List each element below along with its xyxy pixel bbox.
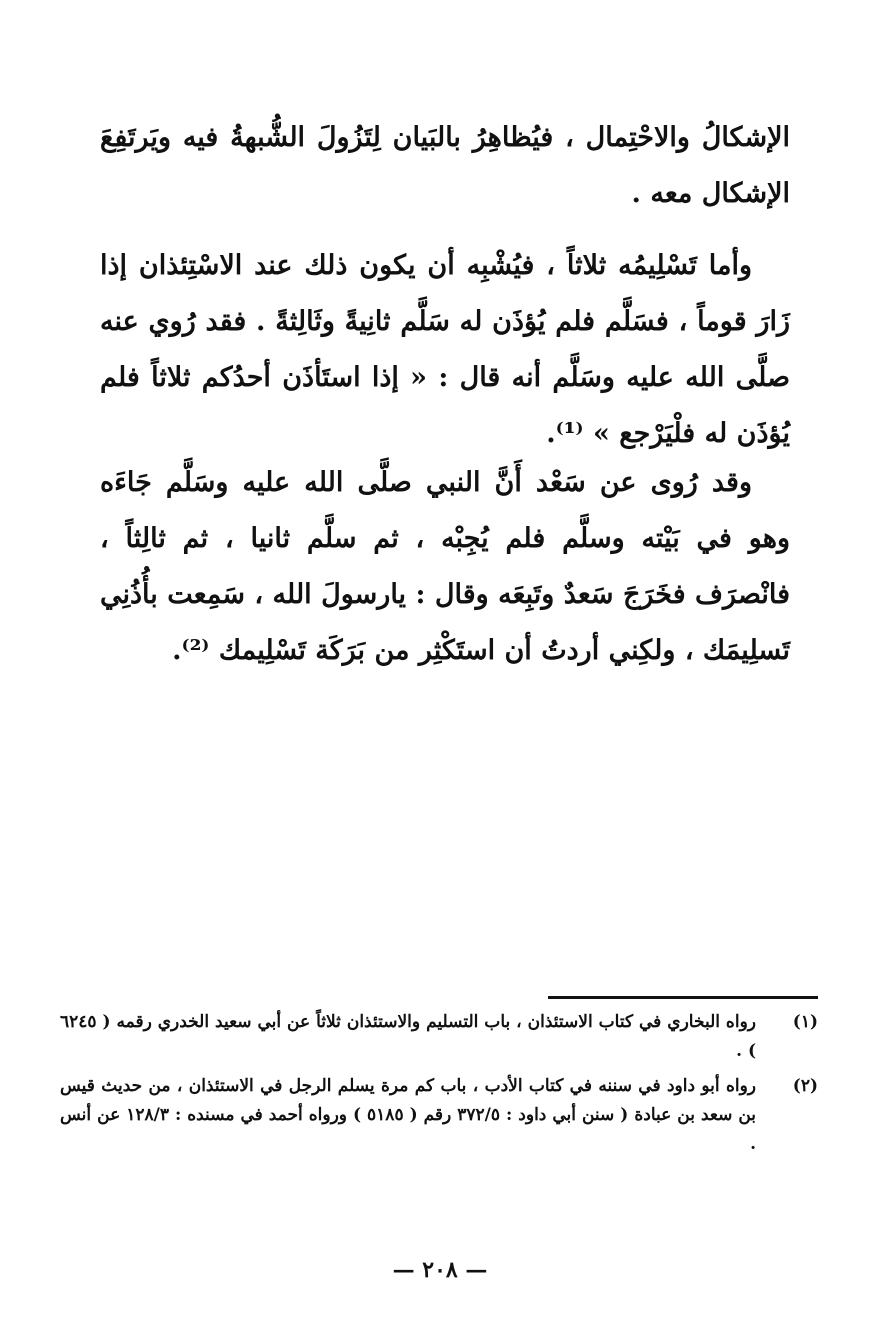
- footnote-marker: (٢): [792, 1076, 818, 1096]
- footnote-divider: [548, 996, 818, 999]
- body-paragraph-2: وأما تَسْلِيمُه ثلاثاً ، فيُشْبِه أن يكون ذلك عند الاسْتِئذان إذا زَارَ قوماً ، فسَلَّم فلم يُؤذَن له سَلَّم ثانِيةً وثَالِثةً . فقد رُوي عنه صلَّى الله عليه وسَلَّم أنه قال : « إذا استَأذَن أحدُكم ثلاثاً فلم يُؤذَن له فلْيَرْجع » ⁽¹⁾.: [100, 250, 790, 449]
- body-paragraph-3: وقد رُوى عن سَعْد أَنَّ النبي صلَّى الله عليه وسَلَّم جَاءَه وهو في بَيْته وسلَّم فلم يُجِبْه ، ثم سلَّم ثانيا ، ثم ثالِثاً ، فانْصرَف فخَرَجَ سَعدٌ وتَبِعَه وقال : يارسولَ الله ، سَمِعت بأُذُنِي تَسلِيمَك ، ولكِني أردتُ أن استَكْثِر من بَرَكَة تَسْلِيمك ⁽²⁾.: [100, 467, 790, 666]
- footnote-marker: (١): [792, 1012, 818, 1032]
- footnote-text: رواه البخاري في كتاب الاستئذان ، باب التسليم والاستئذان ثلاثاً عن أبي سعيد الخدري رقمه ( ٦٢٤٥ ) .: [60, 1012, 756, 1061]
- footnote-text: رواه أبو داود في سننه في كتاب الأدب ، باب كم مرة يسلم الرجل في الاستئذان ، من حديث قيس بن سعد بن عبادة ( سنن أبي داود : ٣٧٢/٥ رقم ( ٥١٨٥ ) ورواه أحمد في مسنده : ١٢٨/٣ عن أنس .: [60, 1076, 756, 1154]
- body-paragraph-1: الإشكالُ والاحْتِمال ، فيُظاهِرُ بالبَيان لِتَزُولَ الشُّبهةُ فيه ويَرتَفِعَ الإشكال معه .: [100, 122, 790, 209]
- page-number: — ٢٠٨ —: [392, 1257, 488, 1283]
- footnote-1: [60, 1008, 818, 1066]
- footnote-2: [60, 1072, 818, 1159]
- footnotes-section: [60, 1008, 818, 1165]
